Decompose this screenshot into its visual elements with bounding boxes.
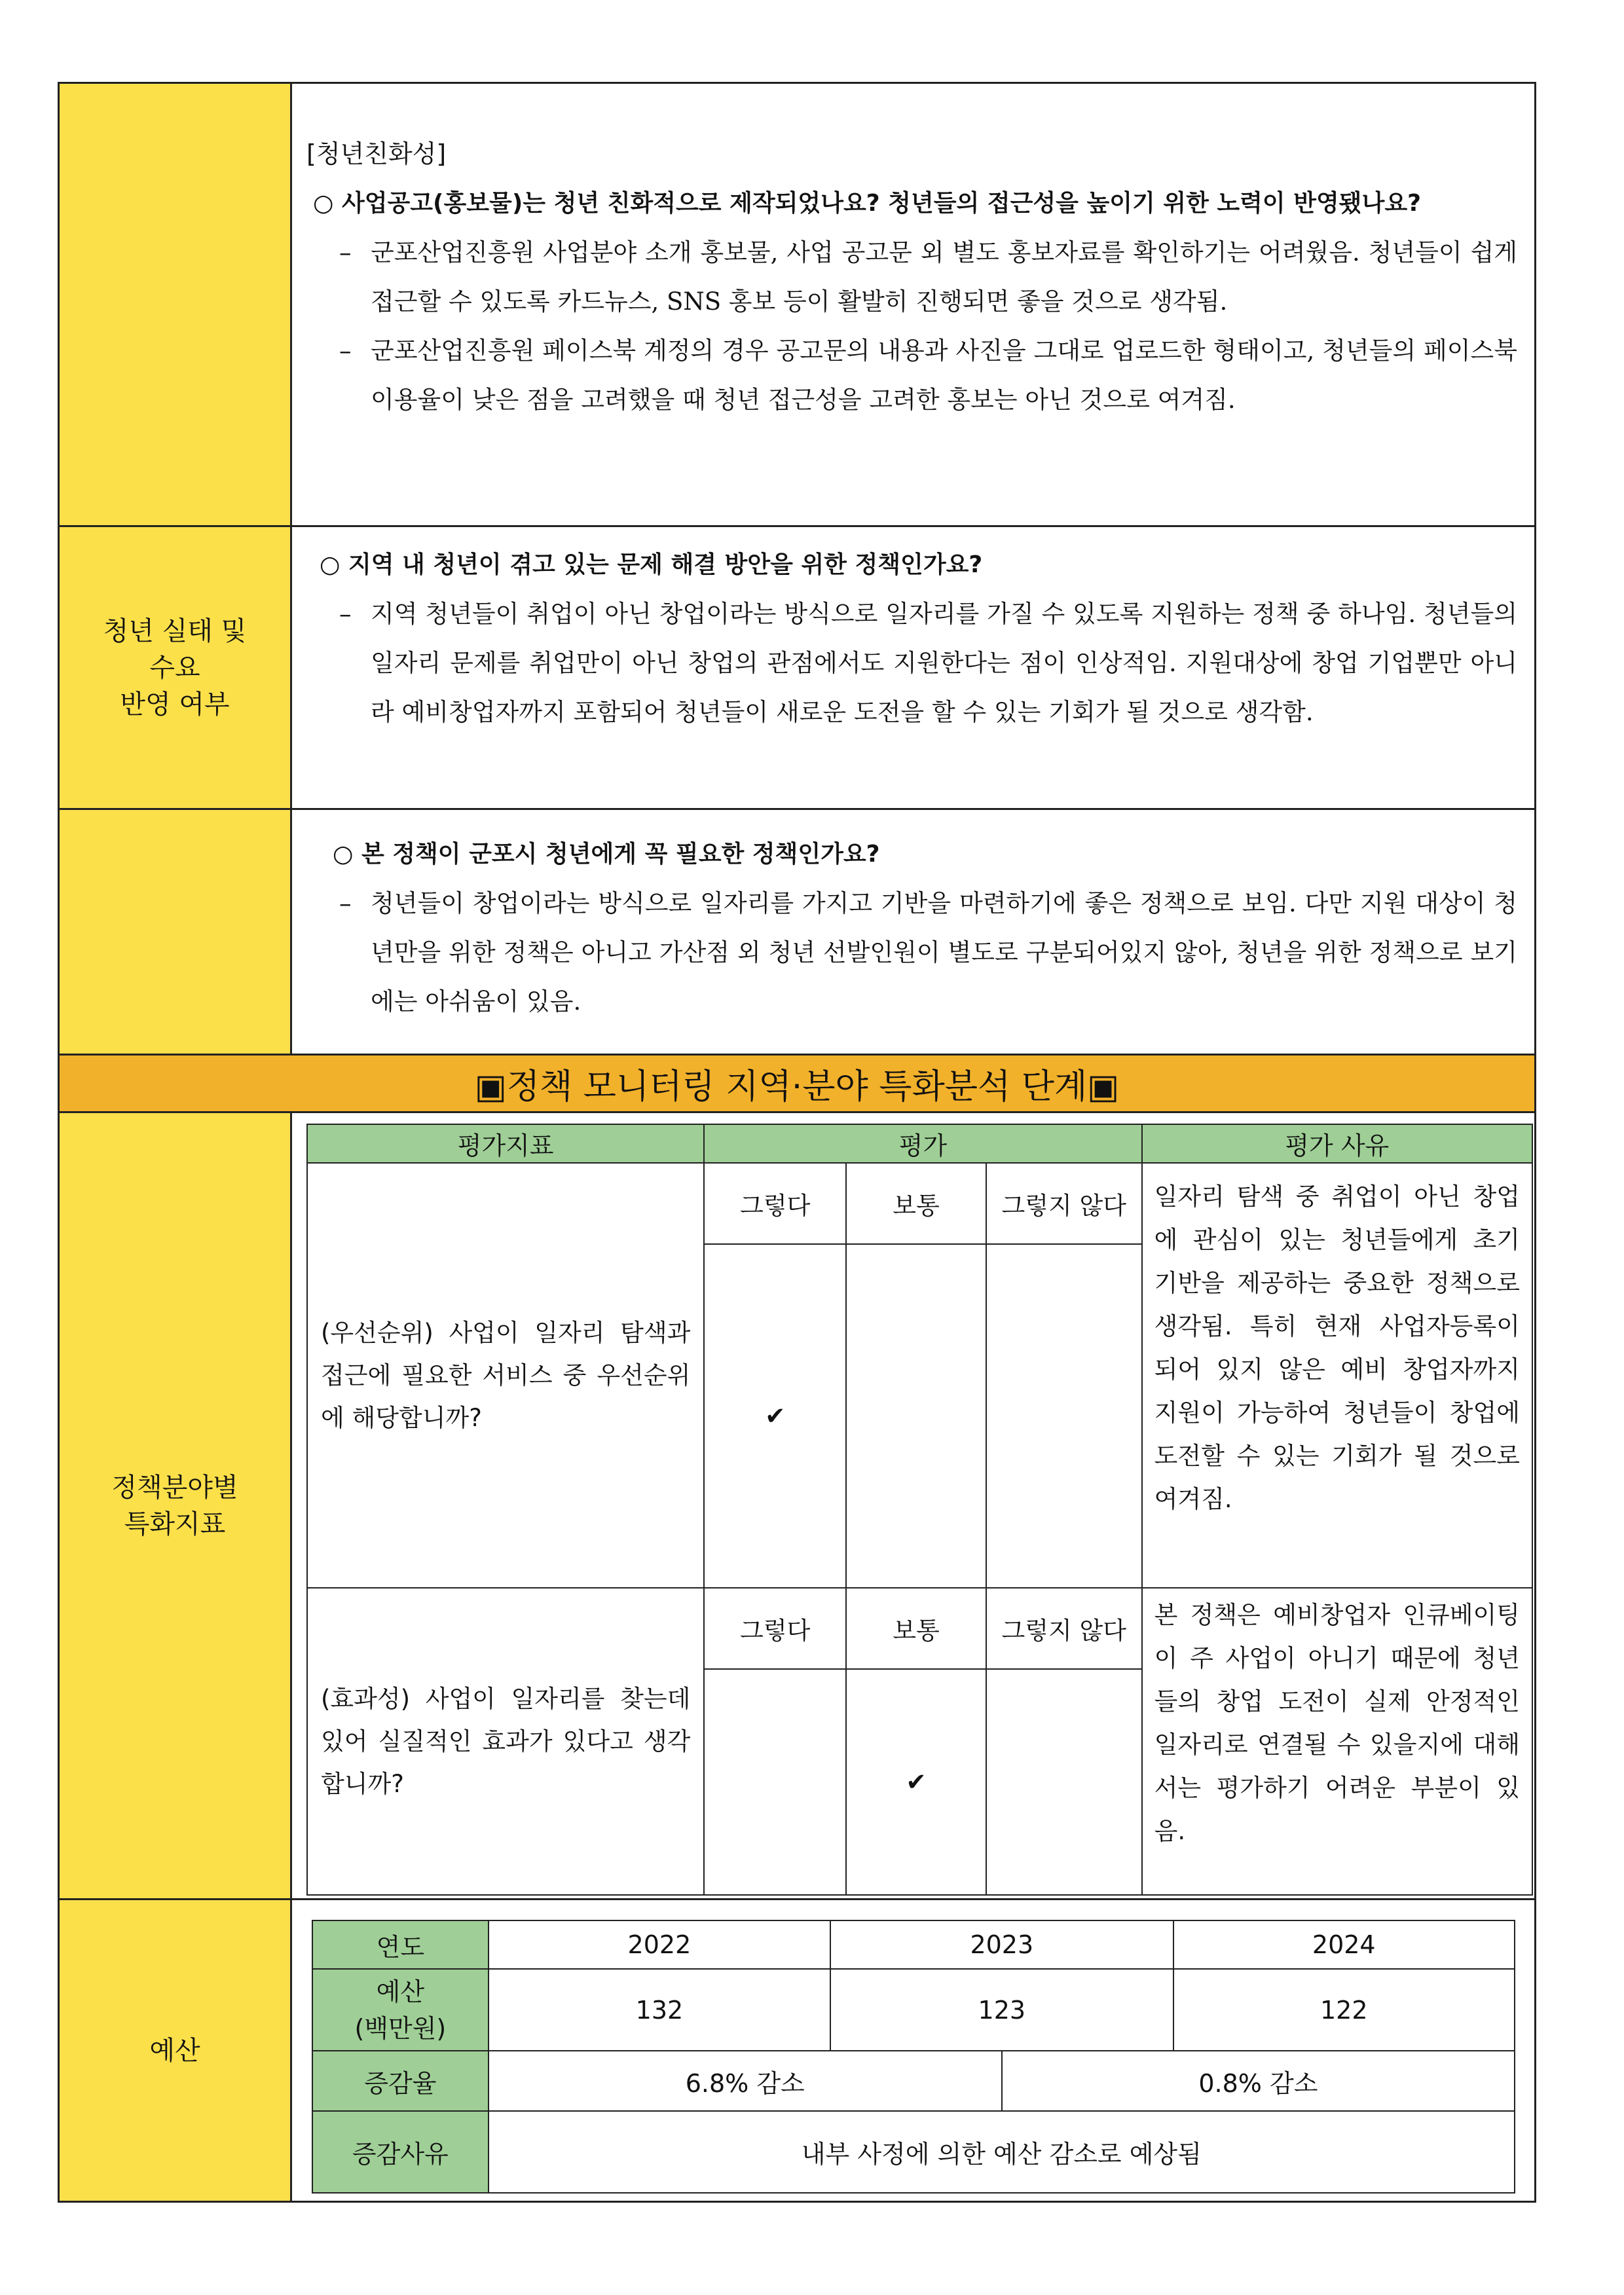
change-cell: 6.8% 감소 [489, 2051, 1002, 2111]
indicator-table [306, 1124, 1533, 1896]
option-neutral: 보통 [846, 1588, 986, 1669]
row-label-empty [60, 810, 292, 1054]
section-bracket: [청년친화성] [306, 139, 447, 168]
empty-check-cell [986, 1244, 1142, 1588]
document-page [58, 82, 1536, 2203]
check-icon: ✔ [846, 1669, 986, 1895]
header-criteria: 평가지표 [307, 1124, 704, 1163]
empty-check-cell [704, 1669, 846, 1895]
header-evaluation: 평가 [704, 1124, 1141, 1163]
year-cell: 2022 [489, 1920, 830, 1969]
check-icon: ✔ [704, 1244, 846, 1588]
table-header-row [307, 1124, 1532, 1163]
header-reason: 평가 사유 [1142, 1124, 1532, 1163]
indicators-content [292, 1113, 1538, 1898]
question: ○ 사업공고(홍보물)는 청년 친화적으로 제작되었나요? 청년들의 접근성을 높이기 위한 노력이 반영됐나요? [313, 190, 1422, 217]
reason-cell: 본 정책은 예비창업자 인큐베이팅이 주 사업이 아니기 때문에 청년들의 창업 도전이 실제 안정적인 일자리로 연결될 수 있을지에 대해서는 평가하기 어려운 부분이 있음. [1142, 1588, 1532, 1895]
year-cell: 2023 [830, 1920, 1173, 1969]
row-label: 청년 실태 및 수요 반영 여부 [60, 527, 292, 808]
row-label: 예산 [60, 1900, 292, 2201]
row-label: 정책분야별 특화지표 [60, 1113, 292, 1898]
youth-friendliness-row [58, 82, 1536, 527]
option-no: 그렇지 않다 [986, 1588, 1142, 1669]
youth-friendliness-content [292, 84, 1534, 525]
empty-check-cell [846, 1244, 986, 1588]
necessity-row [58, 810, 1536, 1056]
reason-row [312, 2111, 1515, 2193]
bullet-item: – 군포산업진흥원 사업분야 소개 홍보물, 사업 공고문 외 별도 홍보자료를 확인하기는 어려웠음. 청년들이 쉽게 접근할 수 있도록 카드뉴스, SNS 홍보 등이 활발히 진행되면 좋을 것으로 생각됨. [339, 238, 1517, 316]
change-row [312, 2051, 1515, 2111]
amount-label: 예산 (백만원) [312, 1969, 489, 2051]
reason-label: 증감사유 [312, 2111, 489, 2193]
amount-row [312, 1969, 1515, 2051]
budget-row [58, 1900, 1536, 2203]
budget-content [292, 1900, 1534, 2201]
option-no: 그렇지 않다 [986, 1163, 1142, 1244]
year-cell: 2024 [1173, 1920, 1515, 1969]
amount-cell: 122 [1173, 1969, 1515, 2051]
option-yes: 그렇다 [704, 1163, 846, 1244]
question: ○ 본 정책이 군포시 청년에게 꼭 필요한 정책인가요? [333, 841, 880, 868]
youth-reality-content [292, 527, 1534, 808]
option-yes: 그렇다 [704, 1588, 846, 1669]
change-label: 증감율 [312, 2051, 489, 2111]
section-header: ▣정책 모니터링 지역·분야 특화분석 단계▣ [58, 1056, 1536, 1113]
criterion-cell: (효과성) 사업이 일자리를 찾는데 있어 실질적인 효과가 있다고 생각합니까? [307, 1588, 704, 1895]
budget-table [312, 1920, 1515, 2194]
question: ○ 지역 내 청년이 겪고 있는 문제 해결 방안을 위한 정책인가요? [320, 551, 983, 578]
necessity-content [292, 810, 1534, 1054]
bullet-item: – 군포산업진흥원 페이스북 계정의 경우 공고문의 내용과 사진을 그대로 업로드한 형태이고, 청년들의 페이스북 이용율이 낮은 점을 고려했을 때 청년 접근성을 고려한 홍보는 아닌 것으로 여겨짐. [339, 337, 1517, 414]
criterion-cell: (우선순위) 사업이 일자리 탐색과 접근에 필요한 서비스 중 우선순위에 해당합니까? [307, 1163, 704, 1588]
row-label-empty [60, 84, 292, 525]
reason-cell: 내부 사정에 의한 예산 감소로 예상됨 [489, 2111, 1515, 2193]
amount-cell: 123 [830, 1969, 1173, 2051]
year-row [312, 1920, 1515, 1969]
year-label: 연도 [312, 1920, 489, 1969]
youth-reality-row [58, 527, 1536, 810]
amount-cell: 132 [489, 1969, 830, 2051]
option-neutral: 보통 [846, 1163, 986, 1244]
table-row [307, 1163, 1532, 1244]
empty-check-cell [986, 1669, 1142, 1895]
indicators-row [58, 1113, 1536, 1900]
reason-cell: 일자리 탐색 중 취업이 아닌 창업에 관심이 있는 청년들에게 초기 기반을 제공하는 중요한 정책으로 생각됨. 특히 현재 사업자등록이 되어 있지 않은 예비 창업자까지 지원이 가능하여 청년들이 창업에 도전할 수 있는 기회가 될 것으로 여겨짐. [1142, 1163, 1532, 1588]
bullet-item: – 지역 청년들이 취업이 아닌 창업이라는 방식으로 일자리를 가질 수 있도록 지원하는 정책 중 하나임. 청년들의 일자리 문제를 취업만이 아닌 창업의 관점에서도 지원한다는 점이 인상적임. 지원대상에 창업 기업뿐만 아니라 예비창업자까지 포함되어 청년들이 새로운 도전을 할 수 있는 기회가 될 것으로 생각함. [339, 600, 1517, 726]
bullet-item: – 청년들이 창업이라는 방식으로 일자리를 가지고 기반을 마련하기에 좋은 정책으로 보임. 다만 지원 대상이 청년만을 위한 정책은 아니고 가산점 외 청년 선발인원이 별도로 구분되어있지 않아, 청년을 위한 정책으로 보기에는 아쉬움이 있음. [339, 889, 1517, 1016]
change-cell: 0.8% 감소 [1002, 2051, 1515, 2111]
table-row [307, 1588, 1532, 1669]
